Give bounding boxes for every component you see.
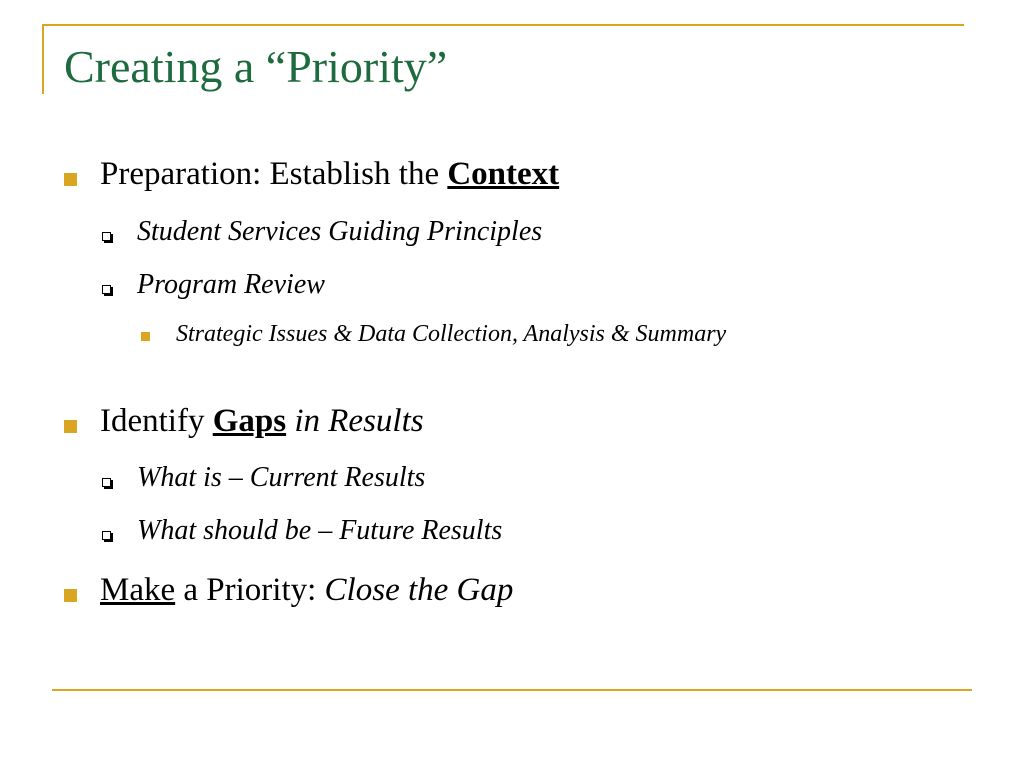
subitem-what-is: What is – Current Results (137, 462, 426, 493)
bullet-hollow-square (102, 478, 111, 487)
bullet-suffix: Close the Gap (324, 572, 514, 608)
subsubitem-strategic-issues: Strategic Issues & Data Collection, Analysis & Summary (176, 321, 727, 347)
bullet-text: a Priority: (175, 572, 325, 608)
bullet-emphasis: Make (100, 572, 176, 608)
bullet-text: Preparation: Establish the (100, 156, 448, 192)
bullet-square (64, 589, 77, 602)
subitem-what-should-be: What should be – Future Results (137, 515, 503, 546)
bullet-hollow-square (102, 232, 111, 241)
bottom-rule (52, 689, 972, 691)
bullet-square (64, 173, 77, 186)
bullet-small-square (141, 332, 150, 341)
bullet-square (64, 420, 77, 433)
top-rule (42, 24, 964, 26)
slide-title: Creating a “Priority” (64, 41, 448, 92)
bullet-item-identify-gaps (100, 403, 424, 440)
bullet-emphasis: Gaps (212, 403, 287, 439)
bullet-item-preparation (100, 156, 559, 193)
bullet-hollow-square (102, 531, 111, 540)
subitem-guiding-principles: Student Services Guiding Principles (137, 216, 543, 247)
bullet-item-make-priority (100, 572, 513, 609)
bullet-suffix: in Results (286, 403, 424, 439)
subitem-program-review: Program Review (137, 269, 325, 300)
bullet-text: Identify (100, 403, 213, 439)
bullet-hollow-square (102, 285, 111, 294)
bullet-emphasis: Context (447, 156, 560, 192)
left-rule (42, 24, 44, 94)
